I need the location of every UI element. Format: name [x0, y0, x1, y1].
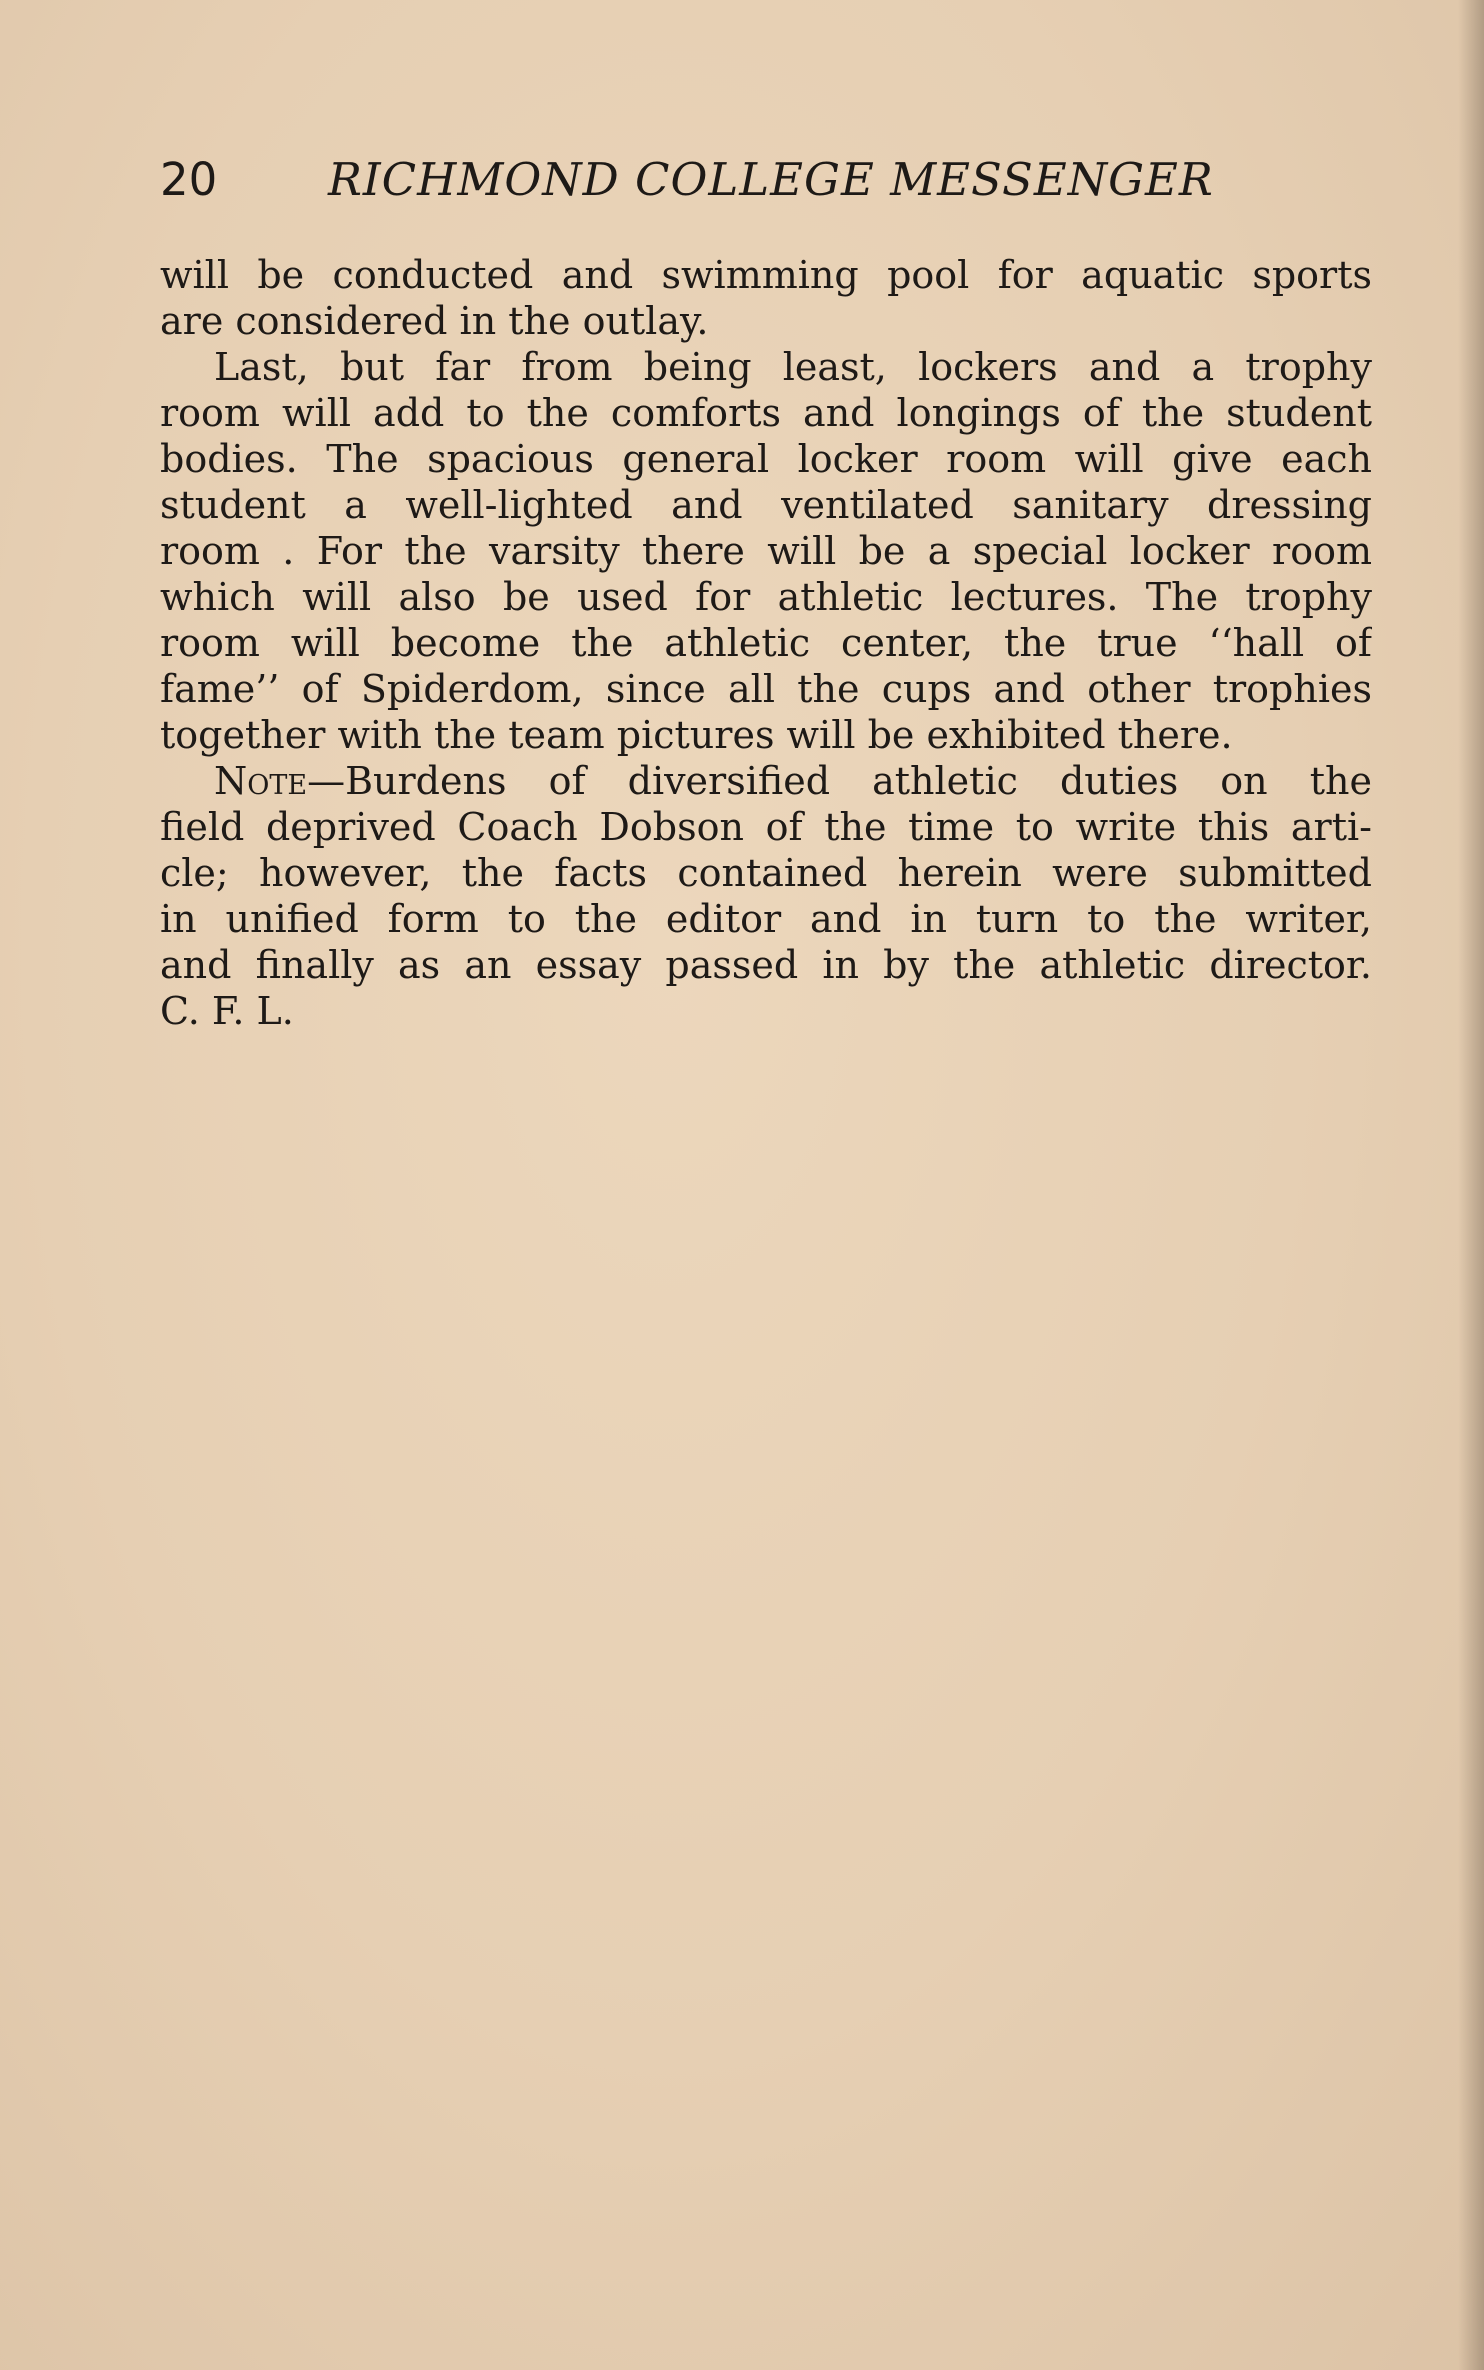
article-body	[160, 252, 1372, 1034]
running-header	[160, 150, 1380, 210]
text-line: room will become the athletic center, the true ‘‘hall of	[160, 621, 1372, 665]
text-line: bodies. The spacious general locker room will give each	[160, 437, 1372, 481]
text-line: fame’’ of Spiderdom, since all the cups and other trophies	[160, 667, 1372, 711]
text-line: and finally as an essay passed in by the athletic director.	[160, 943, 1372, 987]
note-first-line	[160, 758, 1372, 804]
text-line: room will add to the comforts and longings of the student	[160, 391, 1372, 435]
page-edge-shadow	[1458, 0, 1484, 2370]
text-line: will be conducted and swimming pool for aquatic sports	[160, 253, 1372, 297]
text-line: are considered in the outlay.	[160, 299, 709, 343]
text-line: cle; however, the facts contained herein were submitted	[160, 851, 1372, 895]
text-line: student a well-lighted and ventilated sanitary dressing	[160, 483, 1372, 527]
text-line: in unified form to the editor and in turn to the writer,	[160, 897, 1372, 941]
signature-initials: C. F. L.	[160, 989, 294, 1033]
text-line: room . For the varsity there will be a special locker room	[160, 529, 1372, 573]
text-line: which will also be used for athletic lectures. The trophy	[160, 575, 1372, 619]
text-line: together with the team pictures will be exhibited there.	[160, 713, 1233, 757]
note-label: Note	[214, 759, 308, 803]
text-line: field deprived Coach Dobson of the time to write this arti-	[160, 805, 1372, 849]
page-number: 20	[160, 153, 218, 206]
note-first-line-text: —Burdens of diversified athletic duties on the	[307, 759, 1372, 803]
running-title: RICHMOND COLLEGE MESSENGER	[328, 153, 1214, 206]
text-line: Last, but far from being least, lockers and a trophy	[214, 345, 1372, 389]
